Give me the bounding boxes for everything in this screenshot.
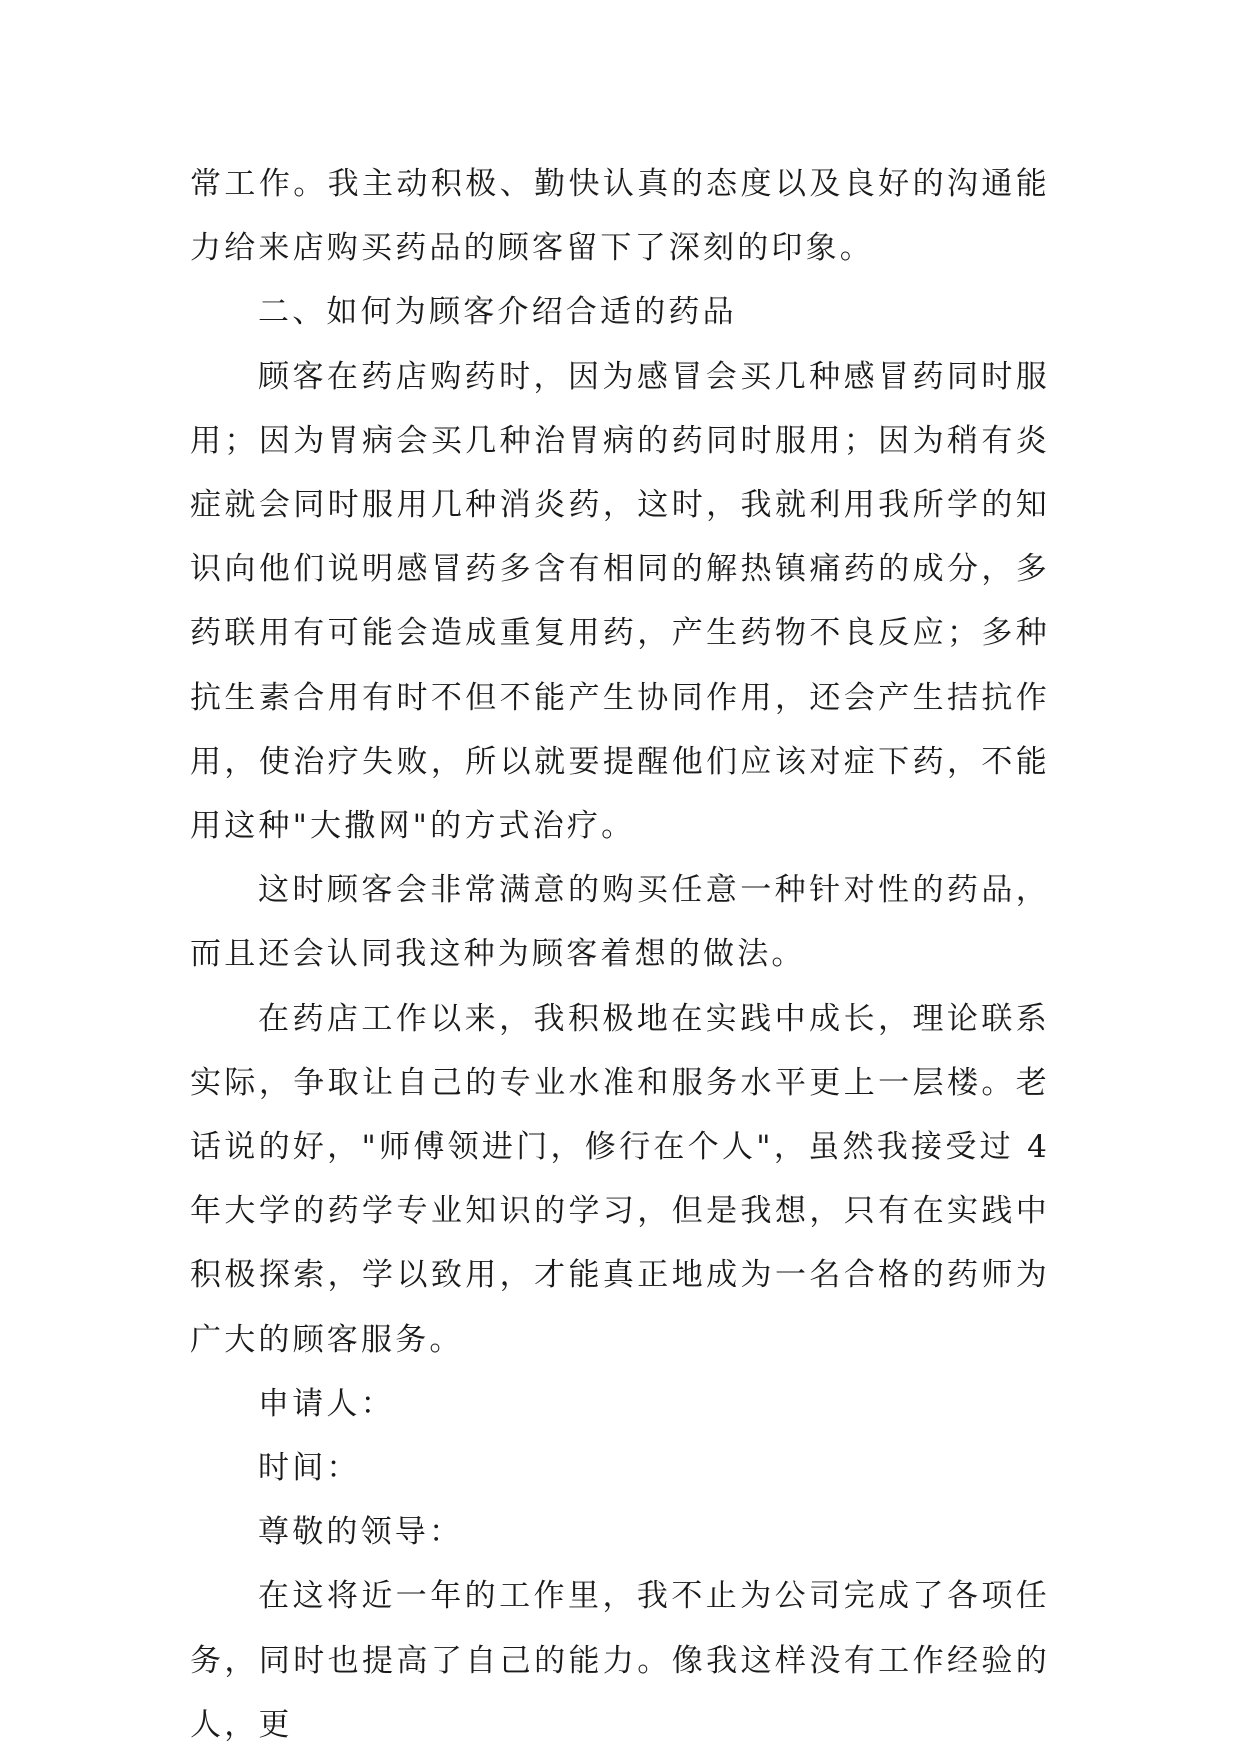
date-label: 时间：	[258, 1450, 361, 1487]
paragraph-medication-advice: 顾客在药店购药时，因为感冒会买几种感冒药同时服用；因为胃病会买几种治胃病的药同时服用；因为稍有炎症就会同时服用几种消炎药，这时，我就利用我所学的知识向他们说明感冒药多含有相同的解热镇痛药的成分，多药联用有可能会造成重复用药，产生药物不良反应；多种抗生素合用有时不但不能产生协同作用，还会产生拮抗作用，使治疗失败，所以就要提醒他们应该对症下药，不能用这种"大撒网"的方式治疗。	[190, 358, 1050, 845]
document-body	[190, 152, 1050, 1757]
paragraph-customer-satisfaction: 这时顾客会非常满意的购买任意一种针对性的药品，而且还会认同我这种为顾客着想的做法。	[190, 872, 1050, 973]
paragraph-growth: 在药店工作以来，我积极地在实践中成长，理论联系实际，争取让自己的专业水准和服务水平更上一层楼。老话说的好，"师傅领进门，修行在个人"，虽然我接受过 4 年大学的药学专业知识的学习，但是我想，只有在实践中积极探索，学以致用，才能真正地成为一名合格的药师为广大的顾客服务。	[190, 1000, 1050, 1358]
applicant-label: 申请人：	[258, 1385, 395, 1422]
paragraph-continuation: 常工作。我主动积极、勤快认真的态度以及良好的沟通能力给来店购买药品的顾客留下了深刻的印象。	[190, 166, 1050, 267]
section-heading: 二、如何为顾客介绍合适的药品	[258, 294, 737, 331]
salutation: 尊敬的领导：	[258, 1514, 464, 1551]
paragraph-work-summary: 在这将近一年的工作里，我不止为公司完成了各项任务，同时也提高了自己的能力。像我这样没有工作经验的人，更	[190, 1578, 1050, 1743]
